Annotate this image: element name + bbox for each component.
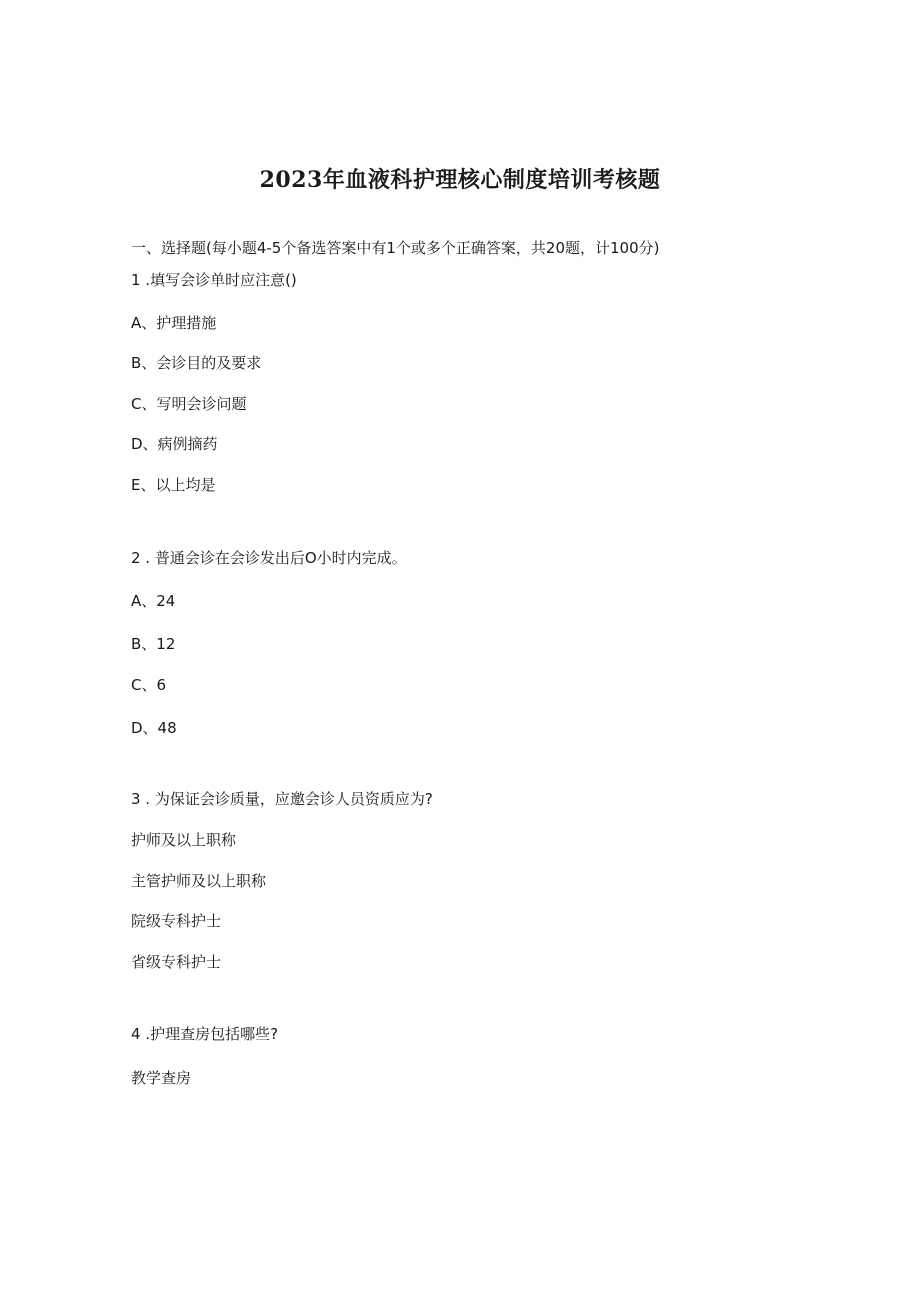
question-3-option-2: 主管护师及以上职称 xyxy=(131,872,267,890)
question-1-option-a: A、护理措施 xyxy=(131,314,217,332)
question-2-option-c: C、6 xyxy=(131,676,167,694)
question-1-option-d: D、病例摘药 xyxy=(131,435,218,453)
question-1-option-c: C、写明会诊问题 xyxy=(131,395,247,413)
question-3-stem: 3 . 为保证会诊质量，应邀会诊人员资质应为? xyxy=(131,790,433,808)
section-heading: 一、选择题(每小题4-5个备选答案中有1个或多个正确答案，共20题，计100分) xyxy=(131,239,660,257)
question-2-option-b: B、12 xyxy=(131,635,176,653)
question-1-stem: 1 .填写会诊单时应注意() xyxy=(131,271,297,289)
question-2-stem: 2 . 普通会诊在会诊发出后O小时内完成。 xyxy=(131,549,407,567)
document-title: 2023年血液科护理核心制度培训考核题 xyxy=(259,167,661,193)
question-3-option-3: 院级专科护士 xyxy=(131,912,222,930)
question-1-option-b: B、会诊目的及要求 xyxy=(131,354,262,372)
question-2-option-a: A、24 xyxy=(131,592,176,610)
question-3-option-1: 护师及以上职称 xyxy=(131,831,237,849)
question-2-option-d: D、48 xyxy=(131,719,177,737)
question-3-option-4: 省级专科护士 xyxy=(131,953,222,971)
question-4-stem: 4 .护理查房包括哪些? xyxy=(131,1025,279,1043)
question-1-option-e: E、以上均是 xyxy=(131,476,216,494)
question-4-option-1: 教学查房 xyxy=(131,1069,192,1087)
